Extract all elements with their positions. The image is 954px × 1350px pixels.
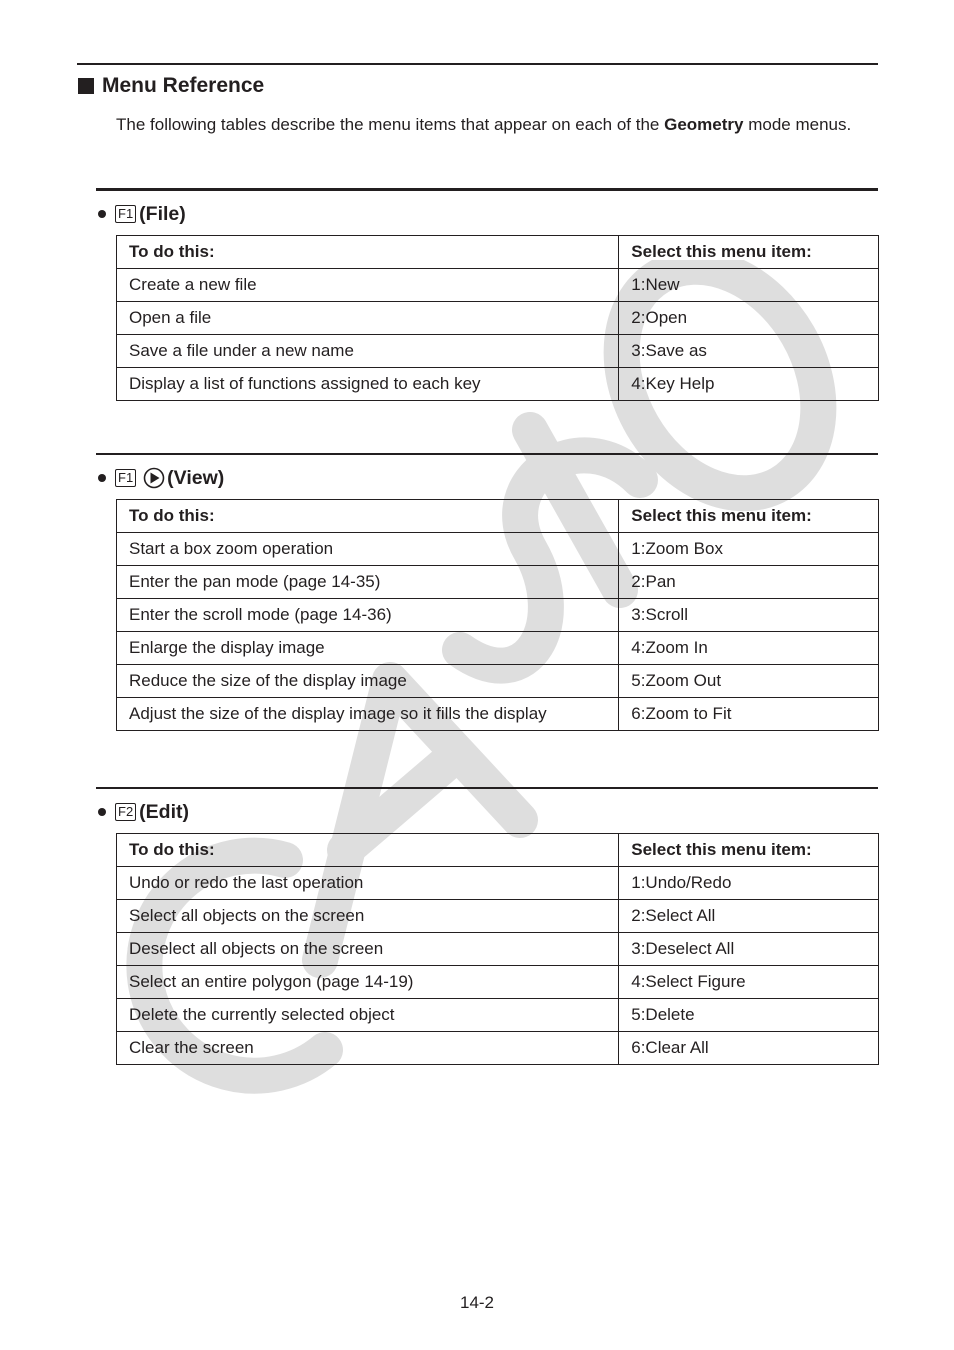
f1-key-icon: F1 [115,205,136,223]
table-header-row [117,236,879,269]
menu-table-edit [116,833,879,1065]
table-header-row [117,500,879,533]
table-cell-menu-item: 2:Open [619,302,879,335]
table-row [117,533,879,566]
top-rule [77,63,878,65]
f2-key-icon: F2 [115,803,136,821]
bullet-icon [98,210,106,218]
section-title-view [98,465,224,491]
table-row [117,1032,879,1065]
table-cell-action: Reduce the size of the display image [117,665,619,698]
bullet-icon [98,808,106,816]
table-row [117,269,879,302]
intro-text-bold: Geometry [664,115,744,134]
table-cell-action: Adjust the size of the display image so it fills the display [117,698,619,731]
table-cell-menu-item: 5:Delete [619,999,879,1032]
table-cell-menu-item: 6:Zoom to Fit [619,698,879,731]
table-row [117,933,879,966]
table-row [117,368,879,401]
section-label: (View) [167,466,225,489]
section-label: (File) [139,202,186,225]
table-header-row [117,834,879,867]
table-cell-action: Save a file under a new name [117,335,619,368]
section-title-edit [98,799,189,825]
section-title-file [98,201,186,227]
table-row [117,599,879,632]
menu-table-view [116,499,879,731]
table-row [117,966,879,999]
table-row [117,566,879,599]
section-label: (Edit) [139,800,189,823]
column-header: To do this: [117,236,619,269]
column-header: Select this menu item: [619,834,879,867]
intro-text-before: The following tables describe the menu items that appear on each of the [116,115,665,134]
square-bullet-icon [78,78,94,94]
table-cell-menu-item: 3:Deselect All [619,933,879,966]
column-header: To do this: [117,500,619,533]
table-cell-action: Enter the scroll mode (page 14-36) [117,599,619,632]
table-cell-action: Create a new file [117,269,619,302]
table-row [117,900,879,933]
table-cell-action: Open a file [117,302,619,335]
section-rule-view [96,453,878,455]
table-cell-menu-item: 4:Key Help [619,368,879,401]
table-row [117,335,879,368]
intro-text-after: mode menus. [743,115,852,134]
table-cell-menu-item: 1:New [619,269,879,302]
page-heading [78,74,264,98]
table-cell-menu-item: 6:Clear All [619,1032,879,1065]
f1-key-icon: F1 [115,469,136,487]
table-cell-menu-item: 1:Zoom Box [619,533,879,566]
table-cell-menu-item: 4:Zoom In [619,632,879,665]
column-header: Select this menu item: [619,236,879,269]
column-header: Select this menu item: [619,500,879,533]
table-cell-menu-item: 4:Select Figure [619,966,879,999]
table-cell-action: Enlarge the display image [117,632,619,665]
table-cell-action: Delete the currently selected object [117,999,619,1032]
play-arrow-icon [142,467,166,489]
page-number: 14-2 [459,1293,495,1312]
table-cell-action: Select all objects on the screen [117,900,619,933]
table-row [117,698,879,731]
table-cell-menu-item: 3:Scroll [619,599,879,632]
intro-paragraph [116,113,856,136]
table-cell-menu-item: 2:Select All [619,900,879,933]
bullet-icon [98,474,106,482]
table-row [117,867,879,900]
section-rule-file [96,188,878,191]
table-row [117,632,879,665]
table-cell-action: Start a box zoom operation [117,533,619,566]
table-cell-action: Enter the pan mode (page 14-35) [117,566,619,599]
table-cell-action: Display a list of functions assigned to each key [117,368,619,401]
table-row [117,665,879,698]
section-rule-edit [96,787,878,789]
table-cell-menu-item: 1:Undo/Redo [619,867,879,900]
table-cell-action: Deselect all objects on the screen [117,933,619,966]
table-cell-action: Select an entire polygon (page 14-19) [117,966,619,999]
table-cell-action: Clear the screen [117,1032,619,1065]
table-cell-action: Undo or redo the last operation [117,867,619,900]
table-cell-menu-item: 3:Save as [619,335,879,368]
table-row [117,999,879,1032]
table-row [117,302,879,335]
menu-table-file [116,235,879,401]
column-header: To do this: [117,834,619,867]
heading-text: Menu Reference [102,74,265,97]
table-cell-menu-item: 5:Zoom Out [619,665,879,698]
table-cell-menu-item: 2:Pan [619,566,879,599]
